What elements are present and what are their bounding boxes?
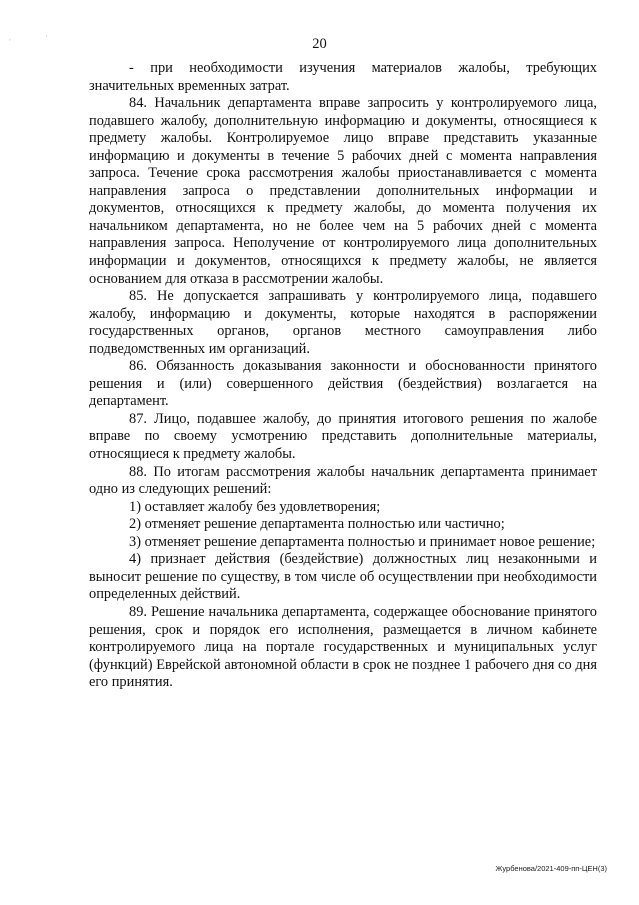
paragraph-85: 85. Не допускается запрашивать у контролируемого лица, подавшего жалобу, информацию и документы, которые находятся в распоряжении государственных органов, органов местного самоуправления либо подведомственных им организаций. <box>89 288 597 357</box>
paragraph-87: 87. Лицо, подавшее жалобу, до принятия итогового решения по жалобе вправе по своему усмотрению представить дополнительные материалы, относящиеся к предмету жалобы. <box>89 410 597 463</box>
document-body <box>89 60 597 692</box>
page-number: 20 <box>312 36 327 52</box>
paragraph-88: 88. По итогам рассмотрения жалобы начальник департамента принимает одно из следующих решений: <box>89 463 597 498</box>
list-item-1: 1) оставляет жалобу без удовлетворения; <box>129 498 381 515</box>
list-item-4: 4) признает действия (бездействие) должностных лиц незаконными и выносит решение по существу, в том числе об осуществлении при необходимости определенных действий. <box>89 551 597 603</box>
paragraph-89: 89. Решение начальника департамента, содержащее обоснование принятого решения, срок и порядок его исполнения, размещается в личном кабинете контролируемого лица на портале государственных и муниципальных услуг (функций) Еврейской автономной области в срок не позднее 1 рабочего дня со дня его принятия. <box>89 603 597 691</box>
scan-artifact-mark: ' <box>46 36 48 42</box>
list-item-2: 2) отменяет решение департамента полностью или частично; <box>129 516 505 533</box>
paragraph-84: 84. Начальник департамента вправе запросить у контролируемого лица, подавшего жалобу, дополнительную информацию и документы, относящиеся к предмету жалобы. Контролируемое лицо вправе представить указанные информацию и документы в течение 5 рабочих дней с момента направления запроса. Течение срока рассмотрения жалобы приостанавливается с момента направления запроса о представлении дополнительных информации и документов, относящихся к предмету жалобы, до момента получения их начальником департамента, но не более чем на 5 рабочих дней с момента направления запроса. Неполучение от контролируемого лица дополнительных информации и документов, относящихся к предмету жалобы, не является основанием для отказа в рассмотрении жалобы. <box>89 95 597 287</box>
scan-artifact-mark: , <box>9 36 11 42</box>
paragraph-86: 86. Обязанность доказывания законности и обоснованности принятого решения и (или) совершенного действия (бездействия) возлагается на департамент. <box>89 358 597 410</box>
document-footer-code: Журбенова/2021-409-пп-ЦЕН(3) <box>495 864 607 873</box>
list-item-3: 3) отменяет решение департамента полностью и принимает новое решение; <box>129 533 596 550</box>
paragraph-dash-item: - при необходимости изучения материалов жалобы, требующих значительных временных затрат. <box>89 60 597 94</box>
